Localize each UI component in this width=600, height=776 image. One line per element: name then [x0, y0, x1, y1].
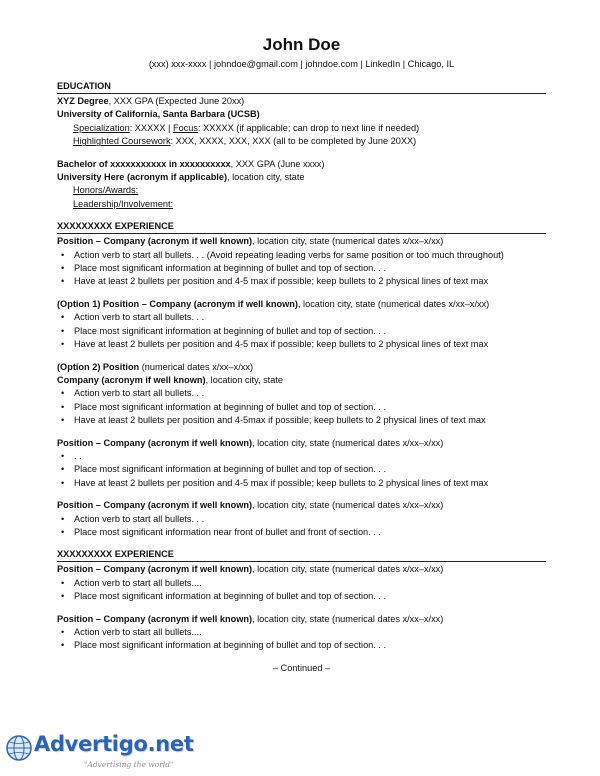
bullet-item: • Have at least 2 bullets per position and 4-5 max if possible; keep bullets to 2 physical lines of text max [57, 275, 546, 288]
leadership-line: Leadership/Involvement: [73, 198, 174, 209]
globe-icon [4, 733, 34, 763]
job-entry [57, 298, 546, 352]
bullet-item: • Action verb to start all bullets. . . [57, 513, 546, 526]
job-entry [57, 235, 546, 289]
bullet-item: • Action verb to start all bullets. . . (Avoid repeating leading verbs for same position or too much throughout) [57, 249, 546, 262]
bullet-item: • Have at least 2 bullets per position and 4-5 max if possible; keep bullets to 2 physical lines of text max [57, 477, 546, 490]
bullet-list [57, 249, 546, 289]
school-line: University of California, Santa Barbara (UCSB) [57, 109, 260, 120]
continued-marker: – Continued – [272, 662, 331, 673]
bullet-item: • Place most significant information at beginning of bullet and top of section. . . [57, 325, 546, 338]
bullet-item: • Have at least 2 bullets per position and 4-5 max if possible; keep bullets to 2 physical lines of text max [57, 338, 546, 351]
bullet-item: • Action verb to start all bullets.... [57, 626, 546, 639]
bullet-item: • Action verb to start all bullets. . . [57, 387, 546, 400]
specialization-line: Specialization: XXXXX | Focus: XXXXX (if applicable; can drop to next line if needed) [73, 122, 420, 133]
experience-section [57, 220, 546, 539]
bullet-item: • Action verb to start all bullets.... [57, 577, 546, 590]
company-line: Company (acronym if well known), location city, state [57, 374, 284, 385]
experience-section [57, 548, 546, 652]
job-title-line: Position – Company (acronym if well known), location city, state (numerical dates x/xx–x/xx) [57, 500, 444, 511]
section-heading: XXXXXXXXX EXPERIENCE [57, 220, 546, 234]
bullet-list [57, 387, 546, 427]
job-entry [57, 613, 546, 653]
bullet-item: • Have at least 2 bullets per position and 4-5max if possible; keep bullets to 2 physical lines of text max [57, 414, 546, 427]
education-section [57, 80, 546, 211]
bullet-item: • Place most significant information at beginning of bullet and top of section. . . [57, 262, 546, 275]
job-entry [57, 499, 546, 539]
bullet-item: • Action verb to start all bullets. . . [57, 311, 546, 324]
job-entry [57, 361, 546, 428]
degree-line: XYZ Degree, XXX GPA (Expected June 20xx) [57, 96, 245, 106]
job-title-line: Position – Company (acronym if well known), location city, state (numerical dates x/xx–x/xx) [57, 564, 444, 575]
bullet-item: • Place most significant information at beginning of bullet and top of section. . . [57, 401, 546, 414]
resume-page [57, 34, 546, 675]
bullet-list [57, 513, 546, 540]
contact-line: (xxx) xxx-xxxx | johndoe@gmail.com | johndoe.com | LinkedIn | Chicago, IL [148, 59, 455, 69]
education-entry [57, 158, 546, 212]
job-title-line: Position – Company (acronym if well known), location city, state (numerical dates x/xx–x/xx) [57, 613, 444, 624]
school-line: University Here (acronym if applicable), location city, state [57, 172, 305, 183]
watermark-brand: Advertigo.net [34, 732, 194, 756]
watermark [4, 731, 194, 773]
bullet-item: • Place most significant information at beginning of bullet and top of section. . . [57, 590, 546, 603]
job-entry [57, 563, 546, 603]
job-title-line: (Option 1) Position – Company (acronym if well known), location city, state (numerical dates x/xx–x/xx) [57, 298, 490, 309]
bullet-item: • Place most significant information near front of bullet and front of section. . . [57, 526, 546, 539]
job-title-line: Position – Company (acronym if well known), location city, state (numerical dates x/xx–x/xx) [57, 236, 444, 247]
bullet-list [57, 450, 546, 490]
honors-line: Honors/Awards: [73, 185, 139, 196]
section-heading: XXXXXXXXX EXPERIENCE [57, 548, 546, 562]
section-heading: EDUCATION [57, 80, 546, 94]
bullet-item: • Place most significant information at beginning of bullet and top of section. . . [57, 463, 546, 476]
job-entry [57, 437, 546, 491]
bullet-item: • . . [57, 450, 546, 463]
coursework-line: Highlighted Coursework: XXX, XXXX, XXX, XXX (all to be completed by June 20XX) [73, 136, 417, 147]
job-title-line: Position – Company (acronym if well known), location city, state (numerical dates x/xx–x/xx) [57, 437, 444, 448]
watermark-tagline: "Advertising the world" [84, 760, 174, 769]
job-title-line: (Option 2) Position (numerical dates x/xx–x/xx) [57, 361, 254, 372]
degree-line: Bachelor of xxxxxxxxxxx in xxxxxxxxxx, XXX GPA (June xxxx) [57, 158, 325, 169]
bullet-item: • Place most significant information at beginning of bullet and top of section. . . [57, 639, 546, 652]
bullet-list [57, 626, 546, 653]
bullet-list [57, 577, 546, 604]
candidate-name: John Doe [262, 35, 341, 54]
bullet-list [57, 311, 546, 351]
